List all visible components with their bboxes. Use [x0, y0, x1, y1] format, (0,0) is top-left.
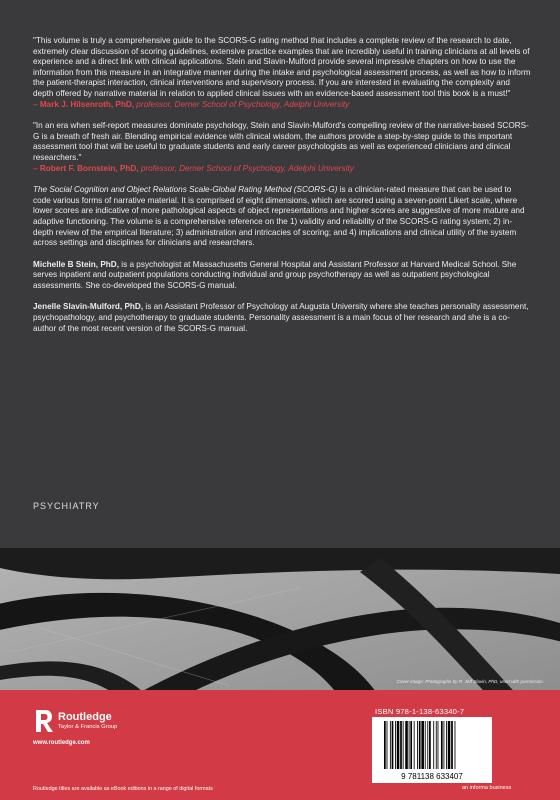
barcode-bar	[441, 721, 443, 769]
barcode-bar	[446, 721, 447, 769]
publisher-footer	[0, 690, 560, 800]
review-1-dash: –	[33, 99, 40, 109]
author-1-name: Michelle B Stein, PhD,	[33, 259, 119, 269]
author-bio-1	[33, 260, 531, 292]
barcode-bar	[410, 721, 412, 769]
review-2-attribution	[33, 164, 354, 173]
barcode-bar	[390, 721, 391, 769]
barcode-bar	[421, 721, 424, 769]
review-2-affiliation: professor, Derner School of Psychology, Adelphi University	[138, 163, 354, 173]
barcode-bar	[427, 721, 428, 769]
barcode-bar	[448, 721, 451, 769]
back-cover-copy	[33, 36, 531, 345]
publisher-tagline: Taylor & Francis Group	[58, 724, 118, 730]
review-1-name: Mark J. Hilsenroth, PhD,	[39, 99, 135, 109]
cover-photograph	[0, 548, 560, 690]
review-2-name: Robert F. Bornstein, PhD,	[39, 163, 139, 173]
barcode-bar	[397, 721, 400, 769]
isbn-label: ISBN 978-1-138-63340-7	[375, 707, 465, 716]
isbn-barcode	[372, 717, 492, 783]
review-1-text: "This volume is truly a comprehensive guide to the SCORS-G rating method that includes a complete review of the research to date, extremely clear discussion of scoring guidelines, extensive practice examples that are incredibly useful in training clinicians at all levels of experience and a direct link with clinical applications. Stein and Slavin-Mulford provide several impressive chapters on how to use the information from this measure in an integrative manner during the intake and psychological assessment process, as well as how to inform the patient-therapist interaction, clinical interventions and supervisory process. If you are interested in evaluating the complexity and depth offered by narrative material in relation to applied clinical issues with an evidence-based assessment tool this book is a must!"	[33, 36, 531, 98]
author-2-name: Jenelle Slavin-Mulford, PhD,	[33, 302, 144, 312]
book-description-text: is a clinician-rated measure that can be used to code various forms of narrative material. It is comprised of eight dimensions, which are scored using a seven-point Likert scale, where lower scores are indicative of more pathological aspects of object representations and higher scores are suggestive of more mature and adaptive functioning. The volume is a comprehensive reference on the 1) validity and reliability of the SCORS-G rating system; 2) in-depth review of the empirical literature; 3) administration and intricacies of scoring; and 4) implications and clinical utility of the system across settings and disciplines for clinicians and researchers.	[33, 185, 525, 248]
barcode-bar	[403, 721, 404, 769]
author-bio-2	[33, 302, 531, 334]
barcode-bar	[429, 721, 431, 769]
author-2-bio: is an Assistant Professor of Psychology at Augusta University where she teaches personality assessment, psychopathology, and psychotherapy to graduate students. Personality assessment is a main focus of her research and she is a co-author of the most recent version of the SCORS-G manual.	[33, 302, 529, 333]
subject-category: PSYCHIATRY	[33, 501, 100, 511]
review-2	[33, 121, 531, 174]
barcode-digits: 9 781138 633407	[401, 772, 463, 781]
shadow-photo-image	[0, 548, 560, 690]
barcode-bar	[451, 721, 453, 769]
cover-image-credit: Cover image: Photographs by R. Jeff Slavin, PhD, used with permission.	[396, 679, 544, 684]
review-1-affiliation: professor, Derner School of Psychology, Adelphi University	[134, 99, 350, 109]
routledge-logo-icon	[33, 709, 55, 733]
review-2-dash: –	[33, 163, 40, 173]
review-2-text: "In an era when self-report measures dominate psychology, Stein and Slavin-Mulford's compelling review of the narrative-based SCORS-G is a breath of fresh air. Blending empirical evidence with clinical wisdom, the authors provide a step-by-step guide to this important assessment tool that will be useful to graduate students and early career psychologists as well as experienced clinicians and clinical researchers."	[33, 121, 529, 162]
review-1-attribution	[33, 100, 349, 109]
barcode-bar	[405, 721, 408, 769]
barcode-bar	[425, 721, 426, 769]
barcode-bar	[387, 721, 388, 769]
author-1-bio: is a psychologist at Massachusetts General Hospital and Assistant Professor at Harvard Medical School. She serves inpatient and outpatient populations conducting individual and group psychotherapy as well as outpatient psychological assessments. She co-developed the SCORS-G manual.	[33, 259, 517, 290]
barcode-bar	[455, 721, 456, 769]
barcode-bar	[400, 721, 402, 769]
barcode-bar	[419, 721, 421, 769]
ebook-availability-note: Routledge titles are available as eBook editions in a range of digital formats	[33, 786, 213, 792]
barcode-bar	[409, 721, 410, 769]
barcode-bar	[414, 721, 415, 769]
barcode-bar	[392, 721, 394, 769]
barcode-bar	[417, 721, 418, 769]
barcode-bar	[433, 721, 434, 769]
barcode-bar	[436, 721, 437, 769]
barcode-graphic	[372, 717, 492, 783]
barcode-bar	[395, 721, 396, 769]
barcode-bar	[384, 721, 386, 769]
barcode-bar	[444, 721, 445, 769]
informa-note: an informa business	[462, 785, 512, 791]
book-full-title: The Social Cognition and Object Relations Scale-Global Rating Method (SCORS-G)	[33, 185, 338, 195]
review-1	[33, 36, 531, 110]
barcode-bar	[438, 721, 439, 769]
publisher-name: Routledge	[58, 711, 112, 723]
publisher-url[interactable]: www.routledge.com	[33, 740, 90, 746]
book-description	[33, 185, 531, 249]
